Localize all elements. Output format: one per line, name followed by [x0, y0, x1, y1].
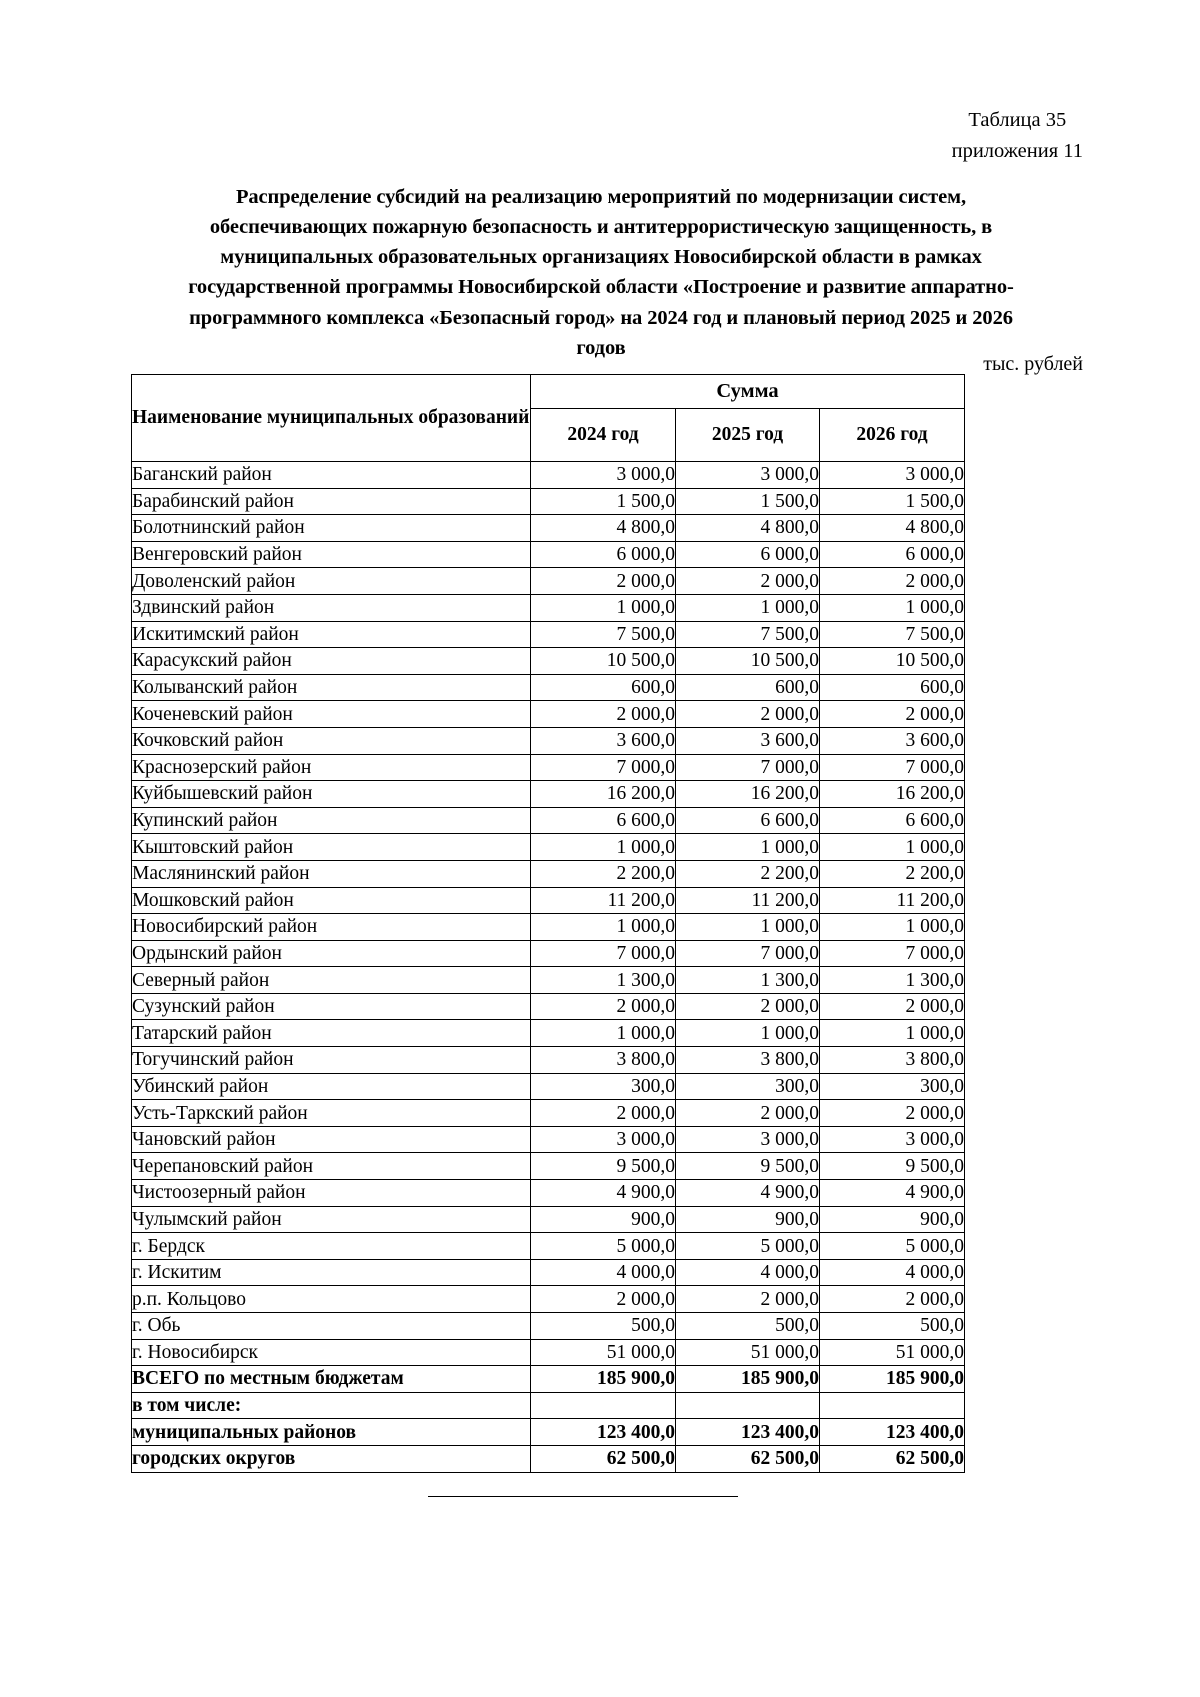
municipality-name-cell: городских округов — [132, 1445, 531, 1472]
municipality-name-cell: Северный район — [132, 967, 531, 994]
appendix-number: приложения 11 — [951, 140, 1083, 163]
municipality-name-cell: муниципальных районов — [132, 1419, 531, 1446]
amount-cell-year-2025: 300,0 — [676, 1073, 820, 1100]
table-row — [132, 887, 965, 914]
amount-cell-year-2024: 62 500,0 — [531, 1445, 676, 1472]
table-row — [132, 1445, 965, 1472]
table-number: Таблица 35 — [968, 109, 1067, 131]
amount-cell-year-2026: 2 000,0 — [820, 701, 965, 728]
municipality-name-cell: Купинский район — [132, 807, 531, 834]
municipality-name-cell: Сузунский район — [132, 993, 531, 1020]
amount-cell-year-2026: 185 900,0 — [820, 1366, 965, 1393]
document-reference — [952, 105, 1083, 167]
amount-cell-year-2025: 1 000,0 — [676, 914, 820, 941]
table-row — [132, 674, 965, 701]
amount-cell-year-2025: 1 000,0 — [676, 1020, 820, 1047]
amount-cell-year-2026: 2 000,0 — [820, 568, 965, 595]
table-row — [132, 1313, 965, 1340]
amount-cell-year-2026: 123 400,0 — [820, 1419, 965, 1446]
table-row — [132, 860, 965, 887]
amount-cell-year-2026: 2 000,0 — [820, 1100, 965, 1127]
municipality-name-cell: Барабинский район — [132, 488, 531, 515]
amount-cell-year-2025: 4 000,0 — [676, 1259, 820, 1286]
table-row — [132, 1366, 965, 1393]
column-header-year-2026: 2026 год — [820, 409, 965, 462]
municipality-name-cell: ВСЕГО по местным бюджетам — [132, 1366, 531, 1393]
municipality-name-cell: г. Новосибирск — [132, 1339, 531, 1366]
title-line-6: годов — [576, 336, 626, 359]
municipality-name-cell: Чановский район — [132, 1126, 531, 1153]
municipality-name-cell: Искитимский район — [132, 621, 531, 648]
amount-cell-year-2024: 11 200,0 — [531, 887, 676, 914]
table-row — [132, 648, 965, 675]
table-row — [132, 1286, 965, 1313]
amount-cell-year-2024: 4 900,0 — [531, 1180, 676, 1207]
amount-cell-year-2025 — [676, 1392, 820, 1419]
amount-cell-year-2026: 500,0 — [820, 1313, 965, 1340]
amount-cell-year-2025: 1 000,0 — [676, 834, 820, 861]
table-row — [132, 594, 965, 621]
amount-cell-year-2024: 900,0 — [531, 1206, 676, 1233]
table-row — [132, 1073, 965, 1100]
amount-cell-year-2026: 10 500,0 — [820, 648, 965, 675]
amount-cell-year-2025: 600,0 — [676, 674, 820, 701]
table-row — [132, 621, 965, 648]
amount-cell-year-2025: 3 600,0 — [676, 727, 820, 754]
amount-cell-year-2024: 2 000,0 — [531, 1100, 676, 1127]
municipality-name-cell: р.п. Кольцово — [132, 1286, 531, 1313]
amount-cell-year-2025: 7 000,0 — [676, 754, 820, 781]
amount-cell-year-2024: 185 900,0 — [531, 1366, 676, 1393]
table-row — [132, 1206, 965, 1233]
amount-cell-year-2024: 1 500,0 — [531, 488, 676, 515]
municipality-name-cell: Тогучинский район — [132, 1047, 531, 1074]
title-line-3: муниципальных образовательных организациях Новосибирской области в рамках — [220, 246, 982, 269]
table-row — [132, 1100, 965, 1127]
table-row — [132, 1339, 965, 1366]
amount-cell-year-2026: 2 000,0 — [820, 993, 965, 1020]
amount-cell-year-2026: 3 600,0 — [820, 727, 965, 754]
amount-cell-year-2026: 4 800,0 — [820, 515, 965, 542]
amount-cell-year-2026: 300,0 — [820, 1073, 965, 1100]
amount-cell-year-2025: 1 300,0 — [676, 967, 820, 994]
municipality-name-cell: Краснозерский район — [132, 754, 531, 781]
amount-cell-year-2024: 7 500,0 — [531, 621, 676, 648]
amount-cell-year-2024: 6 600,0 — [531, 807, 676, 834]
amount-cell-year-2025: 500,0 — [676, 1313, 820, 1340]
table-head — [132, 375, 965, 462]
amount-cell-year-2024: 10 500,0 — [531, 648, 676, 675]
amount-cell-year-2026: 1 000,0 — [820, 914, 965, 941]
table-row — [132, 1392, 965, 1419]
amount-cell-year-2025: 123 400,0 — [676, 1419, 820, 1446]
footer-divider — [428, 1496, 738, 1497]
amount-cell-year-2025: 900,0 — [676, 1206, 820, 1233]
page-title — [150, 182, 1052, 363]
table-row — [132, 1419, 965, 1446]
municipality-name-cell: Маслянинский район — [132, 860, 531, 887]
amount-cell-year-2026: 9 500,0 — [820, 1153, 965, 1180]
amount-cell-year-2024: 2 000,0 — [531, 993, 676, 1020]
table-row — [132, 993, 965, 1020]
amount-cell-year-2024: 1 000,0 — [531, 594, 676, 621]
municipality-name-cell: Чистоозерный район — [132, 1180, 531, 1207]
amount-cell-year-2026: 4 000,0 — [820, 1259, 965, 1286]
table-row — [132, 1047, 965, 1074]
amount-cell-year-2024: 500,0 — [531, 1313, 676, 1340]
table-row — [132, 541, 965, 568]
amount-cell-year-2026: 6 000,0 — [820, 541, 965, 568]
table-row — [132, 967, 965, 994]
municipality-name-cell: Кочковский район — [132, 727, 531, 754]
table-row — [132, 807, 965, 834]
amount-cell-year-2026: 1 000,0 — [820, 834, 965, 861]
table-row — [132, 1180, 965, 1207]
amount-cell-year-2024: 3 800,0 — [531, 1047, 676, 1074]
table-row — [132, 488, 965, 515]
amount-cell-year-2026: 600,0 — [820, 674, 965, 701]
amount-cell-year-2024: 6 000,0 — [531, 541, 676, 568]
amount-cell-year-2025: 7 000,0 — [676, 940, 820, 967]
municipality-name-cell: Здвинский район — [132, 594, 531, 621]
table-row — [132, 1259, 965, 1286]
amount-cell-year-2024 — [531, 1392, 676, 1419]
amount-cell-year-2025: 2 000,0 — [676, 1100, 820, 1127]
table-row — [132, 754, 965, 781]
amount-cell-year-2024: 3 600,0 — [531, 727, 676, 754]
municipality-name-cell: Татарский район — [132, 1020, 531, 1047]
amount-cell-year-2026: 5 000,0 — [820, 1233, 965, 1260]
amount-cell-year-2025: 2 000,0 — [676, 993, 820, 1020]
amount-cell-year-2025: 5 000,0 — [676, 1233, 820, 1260]
subsidy-table — [131, 374, 965, 1473]
amount-cell-year-2025: 2 000,0 — [676, 701, 820, 728]
table-row — [132, 1126, 965, 1153]
amount-cell-year-2025: 16 200,0 — [676, 781, 820, 808]
municipality-name-cell: в том числе: — [132, 1392, 531, 1419]
municipality-name-cell: г. Обь — [132, 1313, 531, 1340]
column-header-year-2025: 2025 год — [676, 409, 820, 462]
amount-cell-year-2026: 2 000,0 — [820, 1286, 965, 1313]
amount-cell-year-2026: 7 500,0 — [820, 621, 965, 648]
amount-cell-year-2024: 9 500,0 — [531, 1153, 676, 1180]
amount-cell-year-2024: 1 000,0 — [531, 914, 676, 941]
municipality-name-cell: г. Бердск — [132, 1233, 531, 1260]
units-note: тыс. рублей — [983, 353, 1083, 375]
municipality-name-cell: Болотнинский район — [132, 515, 531, 542]
title-line-4: государственной программы Новосибирской области «Построение и развитие аппаратно- — [188, 276, 1014, 299]
amount-cell-year-2026: 1 300,0 — [820, 967, 965, 994]
municipality-name-cell: Карасукский район — [132, 648, 531, 675]
table-header-row-group — [132, 375, 965, 409]
amount-cell-year-2026: 1 500,0 — [820, 488, 965, 515]
table-row — [132, 781, 965, 808]
municipality-name-cell: Баганский район — [132, 462, 531, 489]
amount-cell-year-2026: 1 000,0 — [820, 1020, 965, 1047]
amount-cell-year-2025: 7 500,0 — [676, 621, 820, 648]
amount-cell-year-2025: 185 900,0 — [676, 1366, 820, 1393]
table-body — [132, 462, 965, 1473]
table-row — [132, 834, 965, 861]
amount-cell-year-2024: 2 000,0 — [531, 568, 676, 595]
amount-cell-year-2026: 1 000,0 — [820, 594, 965, 621]
amount-cell-year-2024: 2 200,0 — [531, 860, 676, 887]
amount-cell-year-2024: 600,0 — [531, 674, 676, 701]
table-row — [132, 701, 965, 728]
title-line-5: программного комплекса «Безопасный город» на 2024 год и плановый период 2025 и 2026 — [189, 306, 1013, 329]
amount-cell-year-2025: 4 800,0 — [676, 515, 820, 542]
amount-cell-year-2026: 16 200,0 — [820, 781, 965, 808]
table-row — [132, 940, 965, 967]
amount-cell-year-2026: 3 000,0 — [820, 1126, 965, 1153]
amount-cell-year-2026: 6 600,0 — [820, 807, 965, 834]
amount-cell-year-2026 — [820, 1392, 965, 1419]
table-row — [132, 727, 965, 754]
amount-cell-year-2026: 4 900,0 — [820, 1180, 965, 1207]
table-row — [132, 515, 965, 542]
amount-cell-year-2026: 3 800,0 — [820, 1047, 965, 1074]
amount-cell-year-2024: 7 000,0 — [531, 940, 676, 967]
municipality-name-cell: Куйбышевский район — [132, 781, 531, 808]
municipality-name-cell: Усть-Таркский район — [132, 1100, 531, 1127]
column-header-name: Наименование муниципальных образований — [132, 375, 531, 462]
amount-cell-year-2025: 2 000,0 — [676, 568, 820, 595]
amount-cell-year-2025: 4 900,0 — [676, 1180, 820, 1207]
amount-cell-year-2025: 3 000,0 — [676, 1126, 820, 1153]
amount-cell-year-2025: 10 500,0 — [676, 648, 820, 675]
amount-cell-year-2024: 16 200,0 — [531, 781, 676, 808]
amount-cell-year-2026: 62 500,0 — [820, 1445, 965, 1472]
municipality-name-cell: Убинский район — [132, 1073, 531, 1100]
amount-cell-year-2025: 1 000,0 — [676, 594, 820, 621]
amount-cell-year-2024: 51 000,0 — [531, 1339, 676, 1366]
amount-cell-year-2025: 1 500,0 — [676, 488, 820, 515]
amount-cell-year-2024: 123 400,0 — [531, 1419, 676, 1446]
table-row — [132, 1233, 965, 1260]
amount-cell-year-2026: 11 200,0 — [820, 887, 965, 914]
municipality-name-cell: Ордынский район — [132, 940, 531, 967]
amount-cell-year-2024: 3 000,0 — [531, 462, 676, 489]
amount-cell-year-2024: 7 000,0 — [531, 754, 676, 781]
amount-cell-year-2024: 4 800,0 — [531, 515, 676, 542]
municipality-name-cell: г. Искитим — [132, 1259, 531, 1286]
amount-cell-year-2026: 900,0 — [820, 1206, 965, 1233]
amount-cell-year-2024: 1 000,0 — [531, 1020, 676, 1047]
amount-cell-year-2024: 5 000,0 — [531, 1233, 676, 1260]
amount-cell-year-2024: 2 000,0 — [531, 1286, 676, 1313]
amount-cell-year-2024: 4 000,0 — [531, 1259, 676, 1286]
amount-cell-year-2025: 3 000,0 — [676, 462, 820, 489]
municipality-name-cell: Коченевский район — [132, 701, 531, 728]
amount-cell-year-2024: 1 000,0 — [531, 834, 676, 861]
column-group-header-sum: Сумма — [531, 375, 965, 409]
amount-cell-year-2026: 3 000,0 — [820, 462, 965, 489]
municipality-name-cell: Кыштовский район — [132, 834, 531, 861]
table-row — [132, 914, 965, 941]
title-line-1: Распределение субсидий на реализацию мероприятий по модернизации систем, — [235, 186, 967, 208]
amount-cell-year-2025: 2 200,0 — [676, 860, 820, 887]
amount-cell-year-2026: 7 000,0 — [820, 940, 965, 967]
amount-cell-year-2025: 9 500,0 — [676, 1153, 820, 1180]
amount-cell-year-2025: 6 600,0 — [676, 807, 820, 834]
municipality-name-cell: Чулымский район — [132, 1206, 531, 1233]
table-row — [132, 462, 965, 489]
amount-cell-year-2025: 6 000,0 — [676, 541, 820, 568]
amount-cell-year-2024: 2 000,0 — [531, 701, 676, 728]
amount-cell-year-2024: 3 000,0 — [531, 1126, 676, 1153]
table-row — [132, 1153, 965, 1180]
title-line-2: обеспечивающих пожарную безопасность и антитеррористическую защищенность, в — [209, 216, 993, 239]
table-row — [132, 568, 965, 595]
amount-cell-year-2025: 11 200,0 — [676, 887, 820, 914]
amount-cell-year-2026: 7 000,0 — [820, 754, 965, 781]
municipality-name-cell: Черепановский район — [132, 1153, 531, 1180]
amount-cell-year-2025: 3 800,0 — [676, 1047, 820, 1074]
amount-cell-year-2026: 51 000,0 — [820, 1339, 965, 1366]
amount-cell-year-2024: 300,0 — [531, 1073, 676, 1100]
amount-cell-year-2026: 2 200,0 — [820, 860, 965, 887]
municipality-name-cell: Новосибирский район — [132, 914, 531, 941]
amount-cell-year-2025: 51 000,0 — [676, 1339, 820, 1366]
amount-cell-year-2025: 2 000,0 — [676, 1286, 820, 1313]
municipality-name-cell: Колыванский район — [132, 674, 531, 701]
table-row — [132, 1020, 965, 1047]
column-header-year-2024: 2024 год — [531, 409, 676, 462]
municipality-name-cell: Венгеровский район — [132, 541, 531, 568]
amount-cell-year-2025: 62 500,0 — [676, 1445, 820, 1472]
subsidy-table-container — [131, 374, 964, 1473]
amount-cell-year-2024: 1 300,0 — [531, 967, 676, 994]
municipality-name-cell: Доволенский район — [132, 568, 531, 595]
municipality-name-cell: Мошковский район — [132, 887, 531, 914]
